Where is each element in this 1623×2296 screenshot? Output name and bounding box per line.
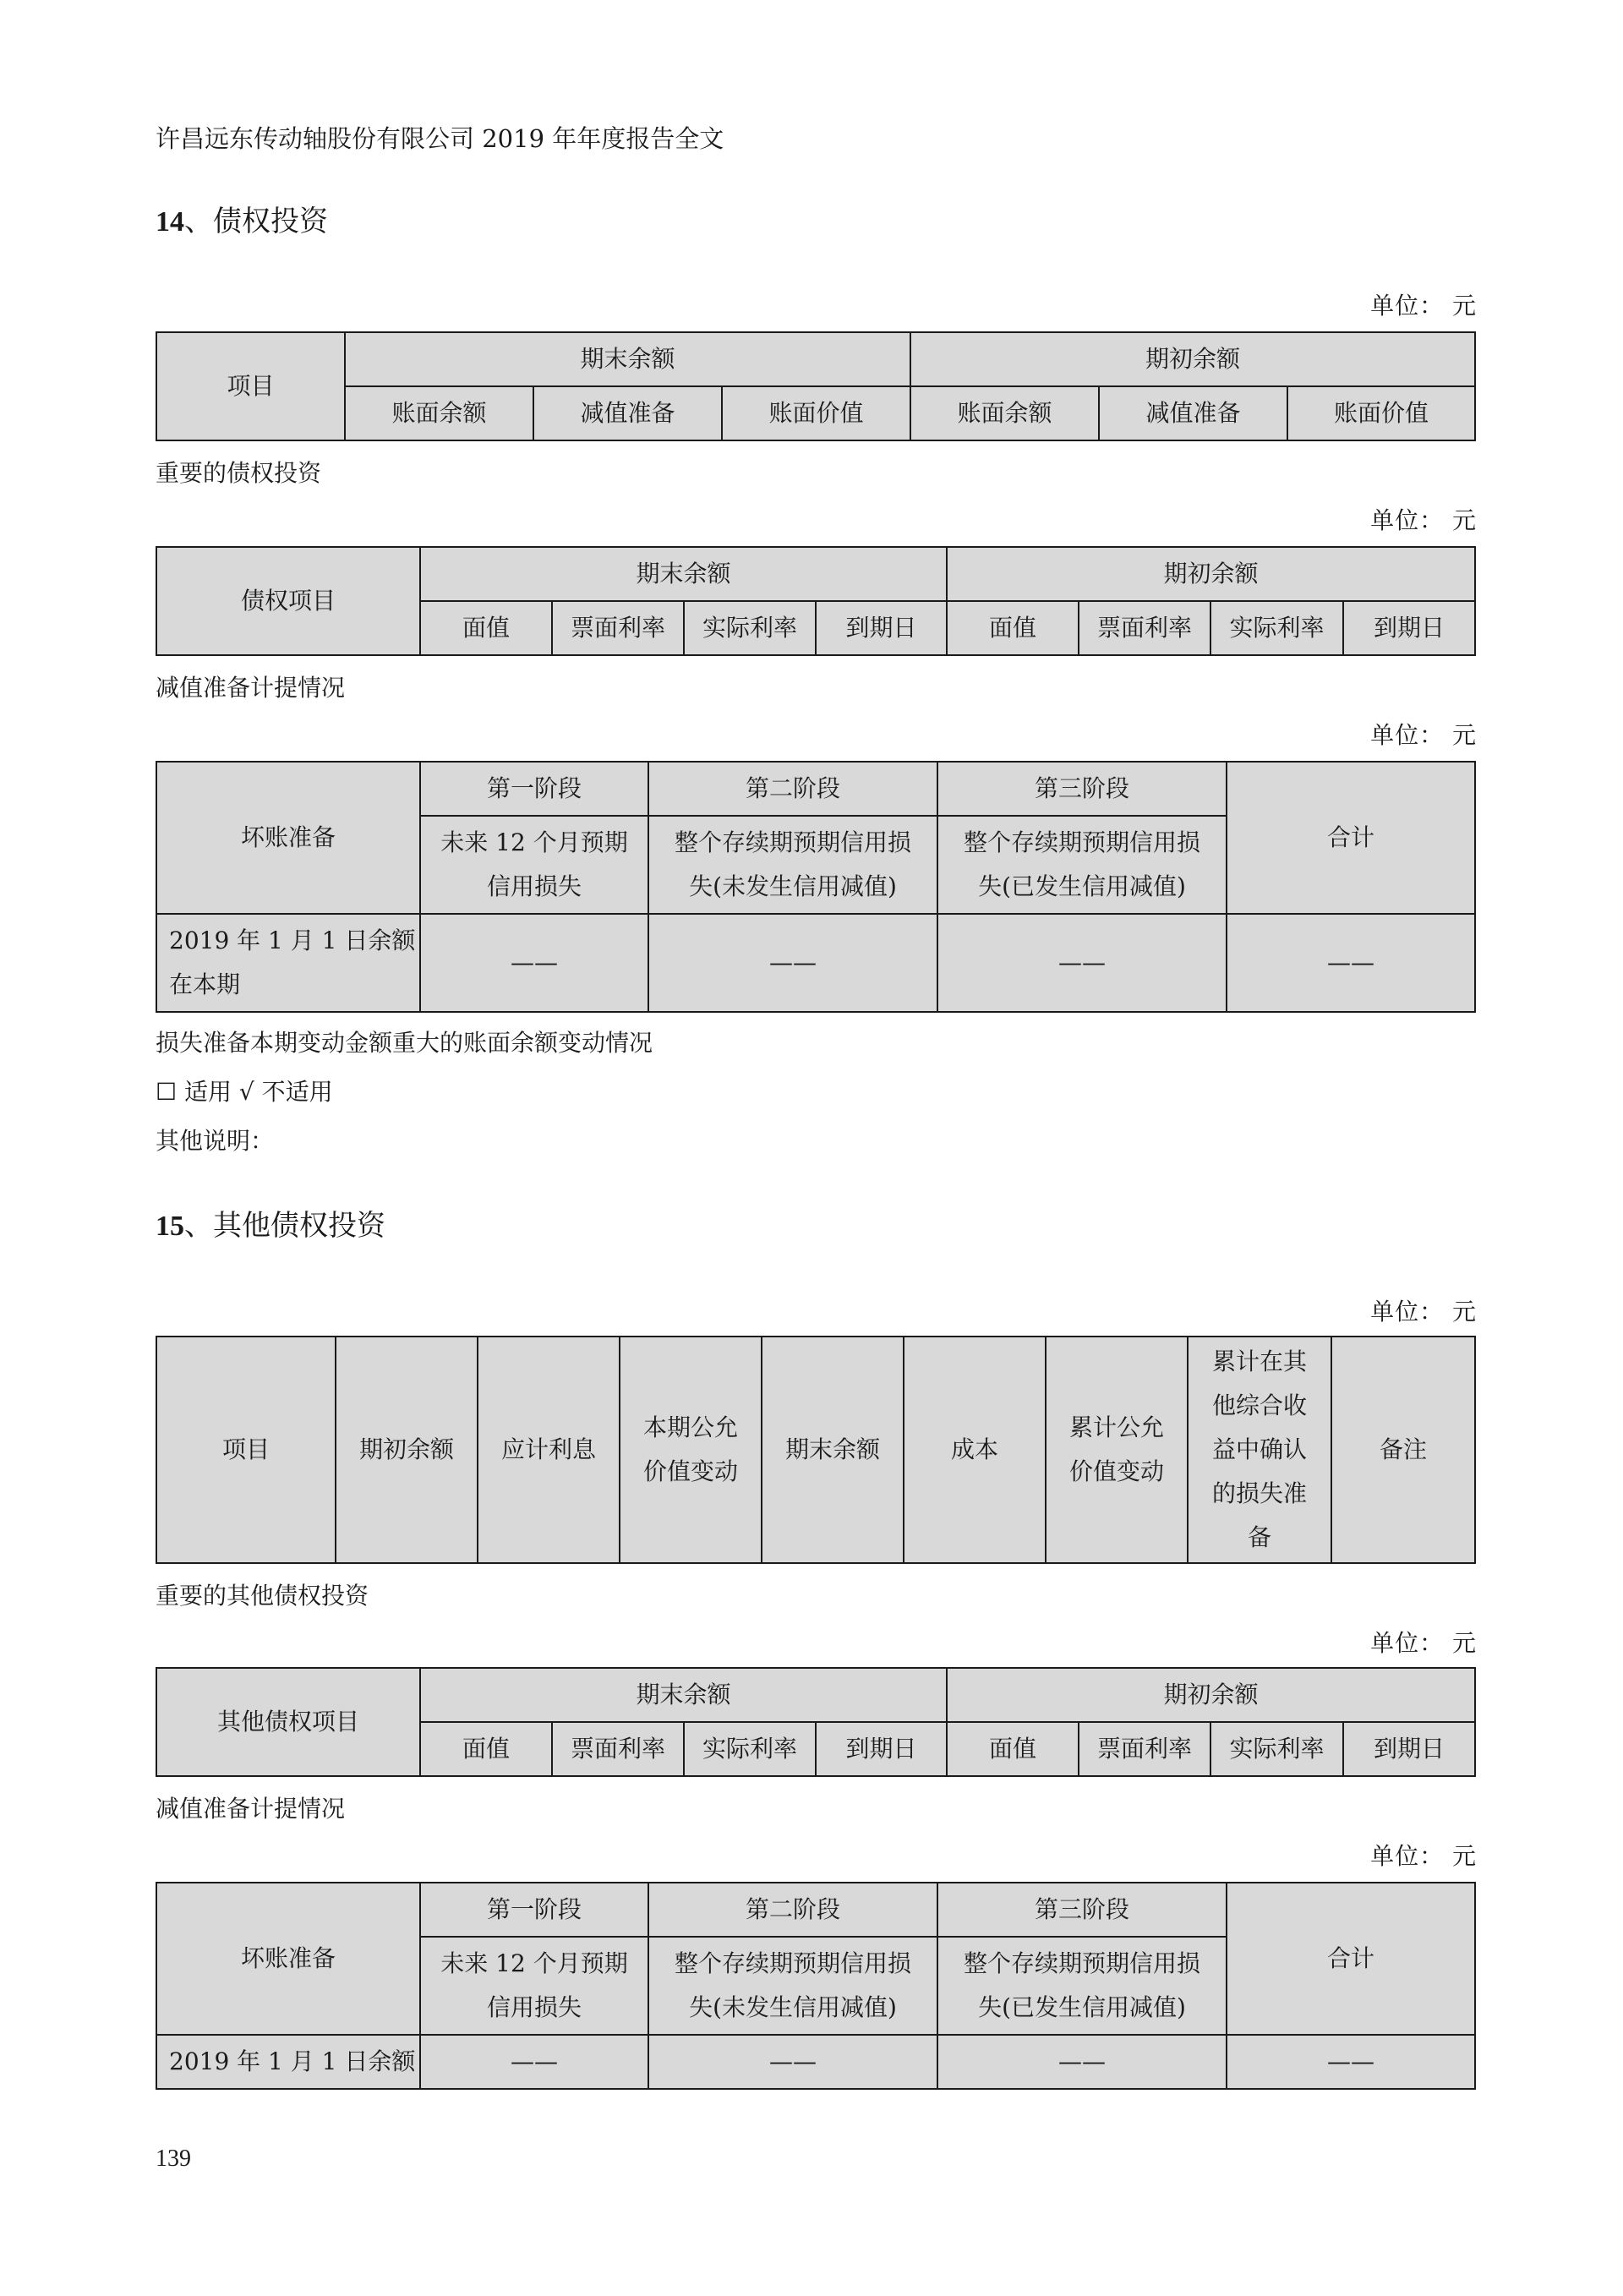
cell-empty-dash: —— xyxy=(420,2035,648,2089)
row-label-jan1-balance xyxy=(156,914,420,1012)
cell-empty-dash: —— xyxy=(1227,914,1475,1012)
stage-2-desc xyxy=(648,1937,937,2035)
stage-3-desc xyxy=(937,1937,1227,2035)
row-label-line: 2019 年 1 月 1 日余额 xyxy=(169,927,416,954)
stage-2-desc-line: 整个存续期预期信用损 xyxy=(674,1949,911,1977)
col-book-value: 账面价值 xyxy=(1287,386,1475,440)
col-maturity: 到期日 xyxy=(816,1722,947,1776)
running-header: 许昌远东传动轴股份有限公司 2019 年年度报告全文 xyxy=(156,124,724,153)
col-book-value: 账面价值 xyxy=(722,386,910,440)
col-stage-1: 第一阶段 xyxy=(420,1883,648,1937)
stage-3-desc xyxy=(937,816,1227,914)
bad-debt-provision-table xyxy=(156,1882,1476,2090)
important-debt-table xyxy=(156,546,1476,656)
col-coupon-rate: 票面利率 xyxy=(552,601,684,655)
cell-empty-dash: —— xyxy=(1227,2035,1475,2089)
col-cost: 成本 xyxy=(904,1337,1046,1563)
other-debt-investment-table xyxy=(156,1336,1476,1564)
header-line: 他综合收 xyxy=(1211,1391,1307,1419)
col-face-value: 面值 xyxy=(947,1722,1079,1776)
col-accrued-interest: 应计利息 xyxy=(478,1337,620,1563)
section-14-title: 、债权投资 xyxy=(184,205,328,238)
header-line: 价值变动 xyxy=(1068,1457,1164,1485)
loss-change-caption: 损失准备本期变动金额重大的账面余额变动情况 xyxy=(156,1029,653,1057)
section-15-heading xyxy=(156,1202,385,1244)
cell-empty-dash: —— xyxy=(648,2035,937,2089)
cell-empty-dash: —— xyxy=(937,2035,1227,2089)
group-begin-balance: 期初余额 xyxy=(947,547,1475,601)
col-face-value: 面值 xyxy=(420,601,552,655)
stage-3-desc-line: 失(已发生信用减值) xyxy=(978,872,1186,900)
impairment-caption: 减值准备计提情况 xyxy=(156,674,346,702)
section-14-heading xyxy=(156,198,328,239)
header-line: 备 xyxy=(1247,1523,1271,1551)
important-other-debt-caption: 重要的其他债权投资 xyxy=(156,1582,369,1610)
stage-2-desc-line: 整个存续期预期信用损 xyxy=(674,828,911,856)
col-face-value: 面值 xyxy=(947,601,1079,655)
col-effective-rate: 实际利率 xyxy=(684,601,816,655)
col-total: 合计 xyxy=(1227,762,1475,914)
col-maturity: 到期日 xyxy=(816,601,947,655)
col-coupon-rate: 票面利率 xyxy=(552,1722,684,1776)
col-total: 合计 xyxy=(1227,1883,1475,2035)
unit-label: 单位： 元 xyxy=(1370,721,1477,749)
stage-3-desc-line: 失(已发生信用减值) xyxy=(978,1993,1186,2021)
stage-1-desc-line: 未来 12 个月预期 xyxy=(440,1949,628,1977)
stage-2-desc xyxy=(648,816,937,914)
stage-3-desc-line: 整个存续期预期信用损 xyxy=(963,1949,1200,1977)
debt-investment-table xyxy=(156,331,1476,441)
page-number: 139 xyxy=(156,2146,191,2172)
header-line: 益中确认 xyxy=(1211,1435,1307,1463)
col-fair-value-change xyxy=(620,1337,762,1563)
group-end-balance: 期末余额 xyxy=(345,332,910,386)
cell-empty-dash: —— xyxy=(937,914,1227,1012)
col-book-balance: 账面余额 xyxy=(345,386,533,440)
unit-label: 单位： 元 xyxy=(1370,292,1477,320)
col-bad-debt: 坏账准备 xyxy=(156,1883,420,2035)
row-label-line: 在本期 xyxy=(169,970,241,998)
impairment-caption: 减值准备计提情况 xyxy=(156,1795,346,1823)
section-14-number: 14 xyxy=(156,206,184,238)
col-bad-debt: 坏账准备 xyxy=(156,762,420,914)
stage-3-desc-line: 整个存续期预期信用损 xyxy=(963,828,1200,856)
col-effective-rate: 实际利率 xyxy=(684,1722,816,1776)
unit-label: 单位： 元 xyxy=(1370,1629,1477,1657)
col-item: 项目 xyxy=(156,1337,336,1563)
col-cumulative-loss-provision xyxy=(1188,1337,1331,1563)
row-label-jan1-balance: 2019 年 1 月 1 日余额 xyxy=(156,2035,420,2089)
col-maturity: 到期日 xyxy=(1343,601,1475,655)
col-effective-rate: 实际利率 xyxy=(1210,601,1343,655)
col-end-balance: 期末余额 xyxy=(762,1337,904,1563)
col-coupon-rate: 票面利率 xyxy=(1079,601,1210,655)
col-notes: 备注 xyxy=(1331,1337,1475,1563)
col-item: 项目 xyxy=(156,332,345,440)
group-end-balance: 期末余额 xyxy=(420,547,947,601)
unit-label: 单位： 元 xyxy=(1370,1842,1477,1870)
header-line: 累计在其 xyxy=(1211,1348,1307,1375)
header-line: 本期公允 xyxy=(642,1413,738,1441)
important-debt-caption: 重要的债权投资 xyxy=(156,459,322,487)
header-line: 价值变动 xyxy=(642,1457,738,1485)
important-other-debt-table xyxy=(156,1667,1476,1777)
col-begin-balance: 期初余额 xyxy=(336,1337,478,1563)
col-other-debt-item: 其他债权项目 xyxy=(156,1668,420,1776)
col-impairment: 减值准备 xyxy=(533,386,722,440)
header-line: 累计公允 xyxy=(1068,1413,1164,1441)
col-cumulative-fair-value xyxy=(1046,1337,1188,1563)
stage-1-desc-line: 信用损失 xyxy=(486,872,582,900)
section-15-number: 15 xyxy=(156,1211,184,1242)
col-coupon-rate: 票面利率 xyxy=(1079,1722,1210,1776)
group-begin-balance: 期初余额 xyxy=(910,332,1475,386)
col-face-value: 面值 xyxy=(420,1722,552,1776)
col-impairment: 减值准备 xyxy=(1099,386,1287,440)
stage-2-desc-line: 失(未发生信用减值) xyxy=(689,872,897,900)
bad-debt-provision-table xyxy=(156,761,1476,1013)
col-stage-2: 第二阶段 xyxy=(648,762,937,816)
stage-1-desc xyxy=(420,816,648,914)
group-begin-balance: 期初余额 xyxy=(947,1668,1475,1722)
unit-label: 单位： 元 xyxy=(1370,1298,1477,1326)
col-stage-3: 第三阶段 xyxy=(937,762,1227,816)
cell-empty-dash: —— xyxy=(420,914,648,1012)
unit-label: 单位： 元 xyxy=(1370,506,1477,534)
other-notes: 其他说明： xyxy=(156,1127,275,1155)
col-maturity: 到期日 xyxy=(1343,1722,1475,1776)
applicable-checkbox-line: ☐ 适用 √ 不适用 xyxy=(156,1078,333,1106)
stage-1-desc xyxy=(420,1937,648,2035)
col-stage-2: 第二阶段 xyxy=(648,1883,937,1937)
col-effective-rate: 实际利率 xyxy=(1210,1722,1343,1776)
col-book-balance: 账面余额 xyxy=(910,386,1099,440)
stage-1-desc-line: 未来 12 个月预期 xyxy=(440,828,628,856)
stage-2-desc-line: 失(未发生信用减值) xyxy=(689,1993,897,2021)
section-15-title: 、其他债权投资 xyxy=(184,1209,385,1243)
col-stage-1: 第一阶段 xyxy=(420,762,648,816)
col-debt-item: 债权项目 xyxy=(156,547,420,655)
cell-empty-dash: —— xyxy=(648,914,937,1012)
group-end-balance: 期末余额 xyxy=(420,1668,947,1722)
header-line: 的损失准 xyxy=(1211,1479,1307,1507)
col-stage-3: 第三阶段 xyxy=(937,1883,1227,1937)
stage-1-desc-line: 信用损失 xyxy=(486,1993,582,2021)
